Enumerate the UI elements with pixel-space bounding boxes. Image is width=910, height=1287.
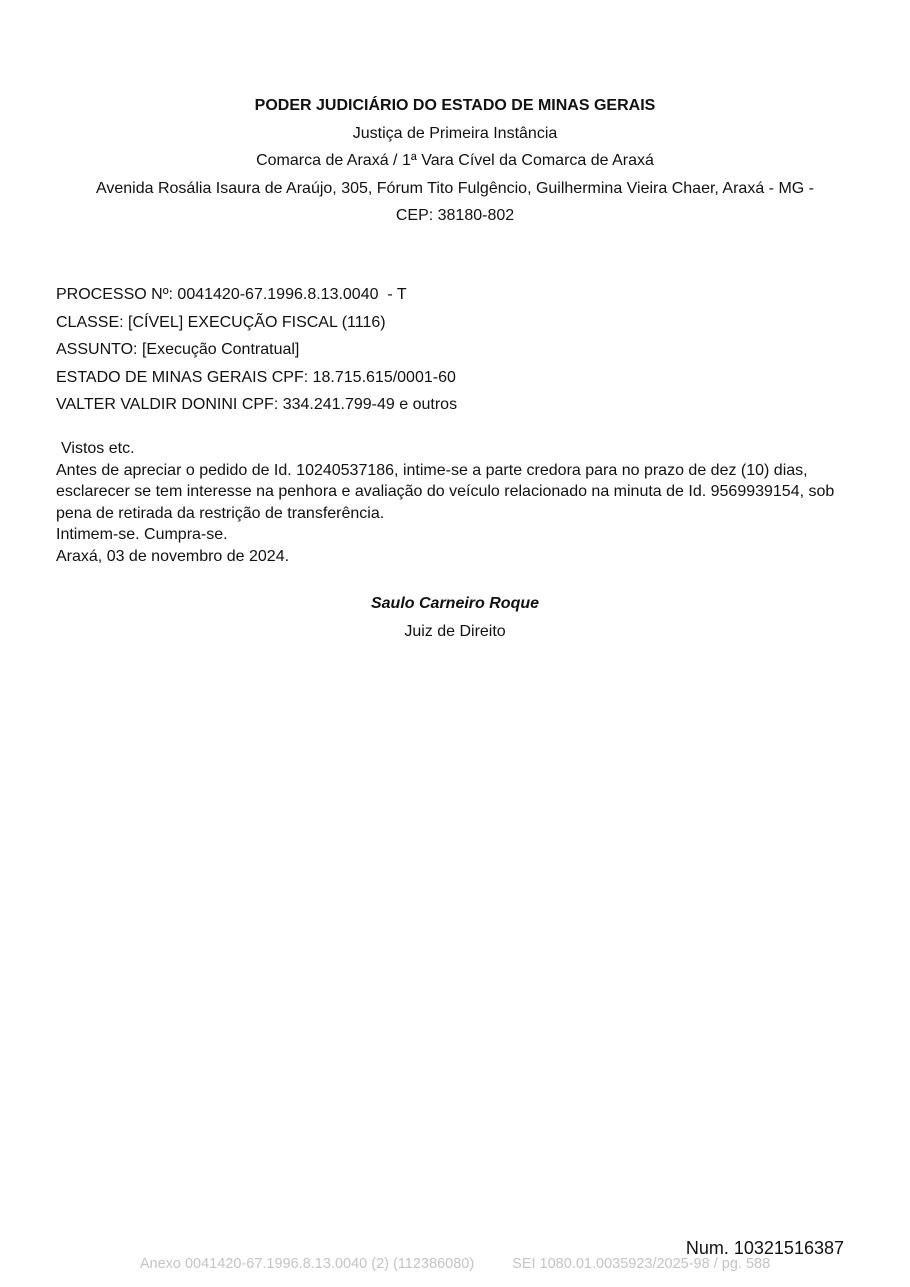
case-subject: ASSUNTO: [Execução Contratual] — [56, 341, 300, 358]
court-district: Comarca de Araxá / 1ª Vara Cível da Comarca de Araxá — [256, 152, 654, 169]
decision-closing: Intimem-se. Cumpra-se. — [56, 526, 228, 543]
case-party-defendant: VALTER VALDIR DONINI CPF: 334.241.799-49 e outros — [56, 396, 458, 413]
decision-text — [56, 438, 866, 567]
court-instance: Justiça de Primeira Instância — [352, 124, 558, 142]
decision-paragraph: Antes de apreciar o pedido de Id. 10240537186, intime-se a parte credora para no prazo de dez (10) dias, esclarecer se tem interesse na penhora e avaliação do veículo relacionado na minuta de Id. 9569939154, sob pena de retirada da restrição de transferência. — [56, 461, 835, 522]
decision-opening: Vistos etc. — [61, 440, 135, 457]
court-address-line-2: CEP: 38180-802 — [395, 207, 515, 224]
footer-stamp — [0, 1256, 910, 1272]
decision-place-date: Araxá, 03 de novembro de 2024. — [56, 547, 290, 565]
court-address-line-1: Avenida Rosália Isaura de Araújo, 305, Fórum Tito Fulgêncio, Guilhermina Vieira Chaer, Araxá - MG - — [96, 179, 814, 197]
case-party-plaintiff: ESTADO DE MINAS GERAIS CPF: 18.715.615/0001-60 — [56, 368, 456, 386]
footer-sei: SEI 1080.01.0035923/2025-98 / pg. 588 — [512, 1256, 771, 1272]
case-process-number: PROCESSO Nº: 0041420-67.1996.8.13.0040 - T — [56, 286, 407, 303]
court-title: PODER JUDICIÁRIO DO ESTADO DE MINAS GERAIS — [254, 97, 656, 114]
judge-role: Juiz de Direito — [404, 623, 506, 640]
footer-annex: Anexo 0041420-67.1996.8.13.0040 (2) (112386080) — [139, 1256, 475, 1272]
case-class: CLASSE: [CÍVEL] EXECUÇÃO FISCAL (1116) — [56, 313, 386, 331]
signature-block — [56, 590, 854, 646]
document-number: Num. 10321516387 — [685, 1238, 844, 1258]
case-details — [56, 281, 866, 419]
court-header — [56, 92, 854, 230]
judge-name: Saulo Carneiro Roque — [370, 595, 540, 612]
